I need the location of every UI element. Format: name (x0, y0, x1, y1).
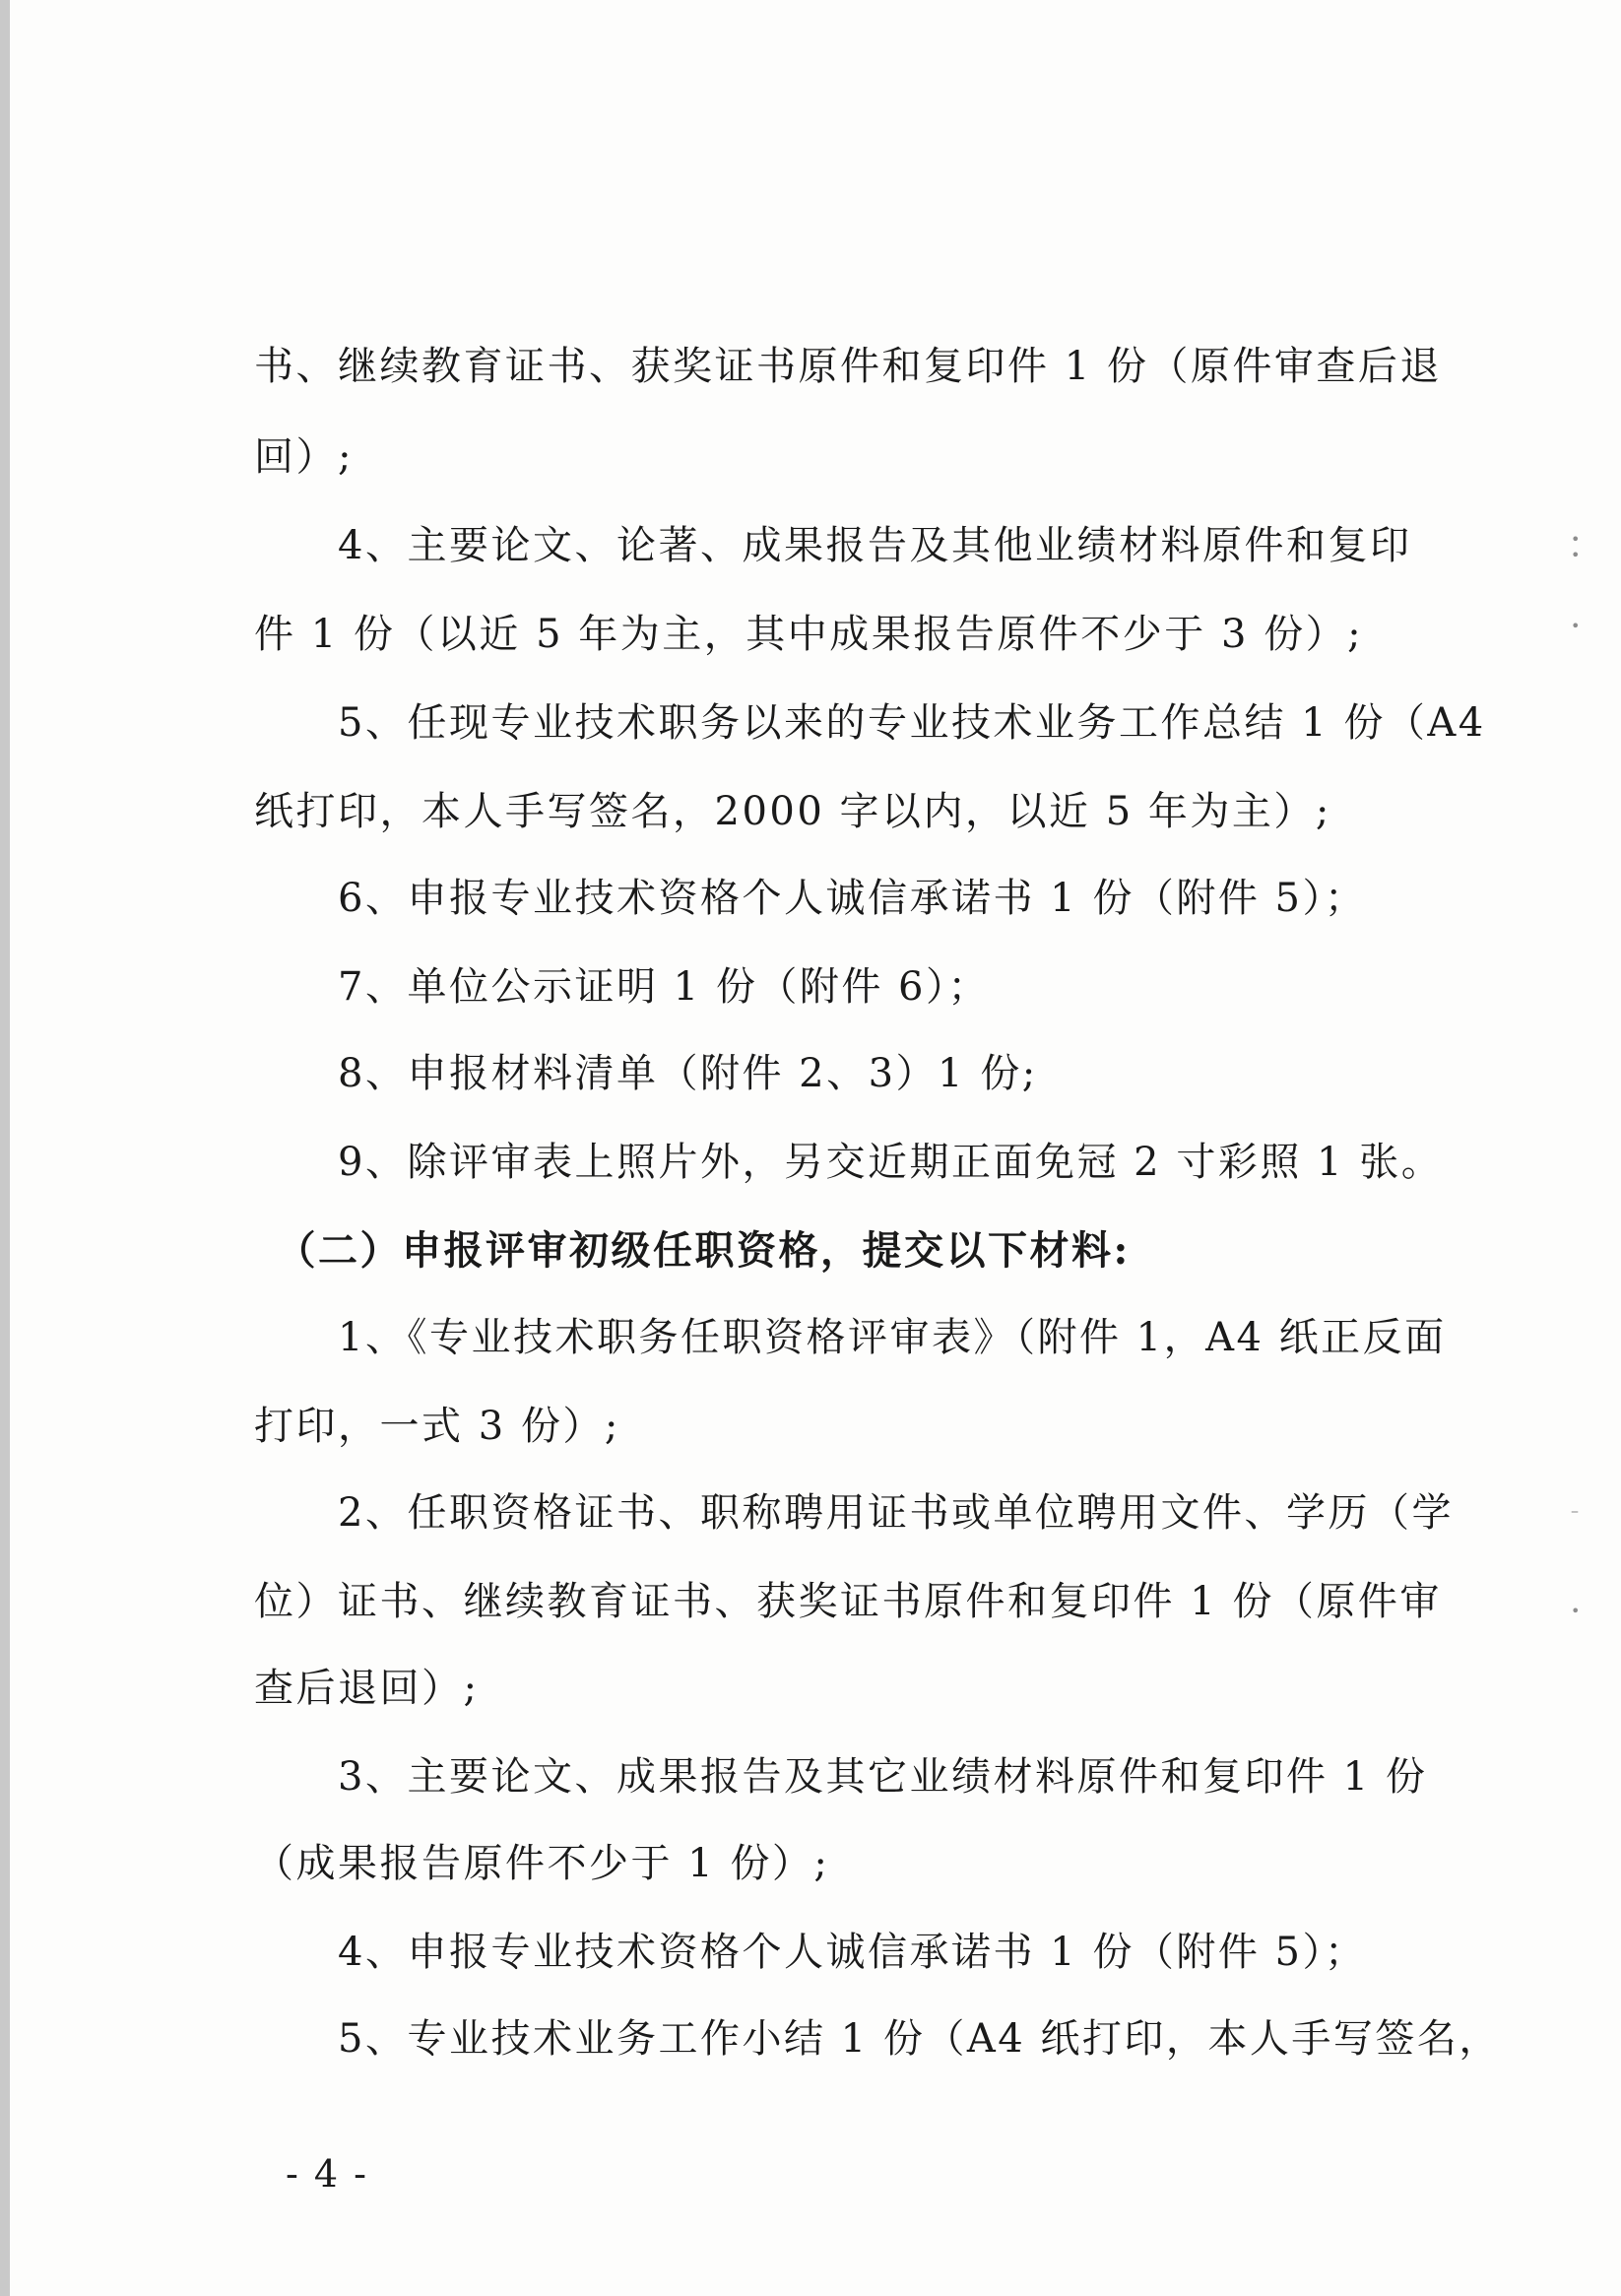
text-line-12: 1、《专业技术职务任职资格评审表》（附件 1，A4 纸正反面 (254, 1315, 1447, 1360)
text-line-2: 回）; (254, 434, 354, 480)
text-line-15: 位）证书、继续教育证书、获奖证书原件和复印件 1 份（原件审 (254, 1579, 1442, 1624)
scan-speck-mark: – (1571, 1501, 1579, 1520)
scan-speck-mark: • • (1571, 530, 1581, 564)
text-line-18: （成果报告原件不少于 1 份）; (254, 1841, 830, 1886)
text-line-4: 件 1 份（以近 5 年为主，其中成果报告原件不少于 3 份）; (254, 612, 1364, 657)
text-line-3: 4、主要论文、论著、成果报告及其他业绩材料原件和复印 (254, 523, 1412, 568)
section-heading: （二）申报评审初级任职资格，提交以下材料: (254, 1227, 1131, 1274)
text-line-1: 书、继续教育证书、获奖证书原件和复印件 1 份（原件审查后退 (254, 344, 1442, 389)
text-line-8: 7、单位公示证明 1 份（附件 6）； (254, 964, 990, 1010)
text-line-7: 6、申报专业技术资格个人诚信承诺书 1 份（附件 5）； (254, 876, 1367, 921)
text-line-5: 5、任现专业技术职务以来的专业技术业务工作总结 1 份（A4 (254, 700, 1486, 746)
text-line-13: 打印，一式 3 份）; (254, 1404, 620, 1449)
text-line-9: 8、申报材料清单（附件 2、3）1 份; (254, 1051, 1038, 1096)
text-line-6: 纸打印，本人手写签名，2000 字以内，以近 5 年为主）; (254, 789, 1331, 834)
text-line-14: 2、任职资格证书、职称聘用证书或单位聘用文件、学历（学 (254, 1490, 1454, 1536)
text-line-19: 4、申报专业技术资格个人诚信承诺书 1 份（附件 5）； (254, 1930, 1367, 1975)
text-line-17: 3、主要论文、成果报告及其它业绩材料原件和复印件 1 份 (254, 1754, 1428, 1800)
text-line-10: 9、除评审表上照片外，另交近期正面免冠 2 寸彩照 1 张。 (254, 1140, 1444, 1185)
page-number: - 4 - (286, 2152, 369, 2196)
scan-speck-mark: • (1571, 617, 1581, 635)
scan-speck-mark: • (1571, 1602, 1581, 1620)
text-line-16: 查后退回）; (254, 1666, 480, 1711)
text-line-20: 5、专业技术业务工作小结 1 份（A4 纸打印，本人手写签名， (254, 2016, 1501, 2062)
